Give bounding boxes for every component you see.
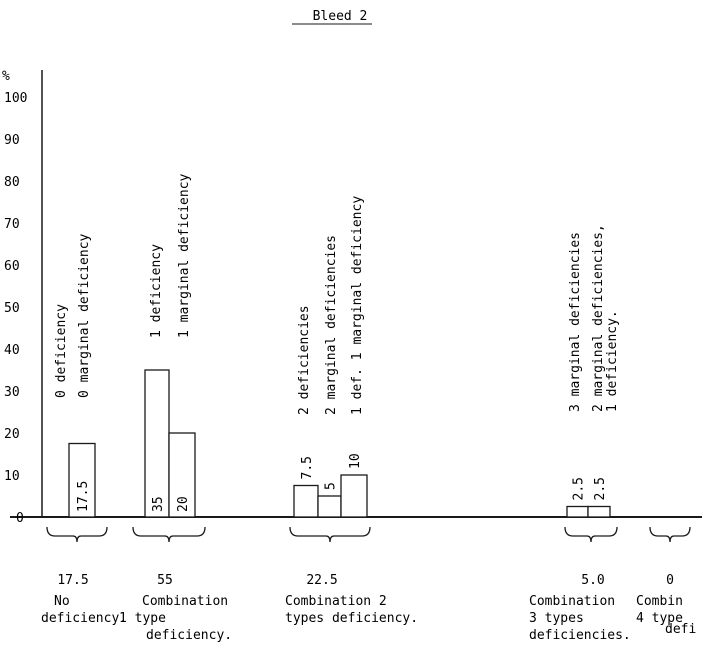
- group-brace: [47, 527, 107, 542]
- group-label-line: deficiencies.: [529, 628, 631, 643]
- group-total: 17.5: [57, 573, 89, 588]
- y-tick-label: 60: [4, 259, 20, 274]
- bar-description: 2 marginal deficiencies: [324, 234, 339, 415]
- group-label-line: 1 type: [119, 611, 166, 626]
- group-brace: [133, 527, 205, 542]
- group-label-line: No: [54, 594, 70, 609]
- y-tick-label: 40: [4, 343, 20, 358]
- group-label-line: deficiency.: [41, 611, 128, 626]
- bar-description: 2 marginal deficiencies,: [591, 224, 606, 412]
- bar-value-label: 10: [348, 453, 363, 469]
- group-label-line: 3 types: [529, 611, 584, 626]
- bar: [588, 507, 610, 518]
- group-label-line: deficiency.: [146, 628, 233, 643]
- bar-description: 1 deficiency: [149, 244, 164, 338]
- chart-title: Bleed 2: [312, 9, 368, 24]
- bar-value-label: 2.5: [571, 477, 587, 501]
- y-tick-label: 80: [4, 175, 20, 190]
- y-tick-label: 30: [4, 385, 20, 400]
- group-braces: [47, 527, 690, 542]
- group-brace: [290, 527, 370, 542]
- y-ticks: [4, 91, 27, 526]
- bars: [69, 370, 610, 517]
- group-total: 0: [666, 573, 674, 588]
- group-label-line: Combin: [636, 594, 683, 609]
- y-tick-label: 10: [4, 469, 20, 484]
- bar-value-label: 17.5: [76, 480, 91, 512]
- bar-value-label: 35: [151, 496, 166, 512]
- group-label-line: 4 type: [636, 611, 683, 626]
- bar-descriptions: [54, 173, 620, 415]
- group-labels: [41, 573, 696, 643]
- group-label-line: Combination 2: [285, 594, 387, 609]
- bar-description: 2 deficiencies: [297, 305, 312, 415]
- y-tick-label: 20: [4, 427, 20, 442]
- bar: [341, 475, 367, 517]
- bar-value-label: 5: [323, 482, 339, 490]
- y-tick-label: 0: [16, 511, 24, 526]
- bar-description: 0 deficiency: [54, 304, 69, 398]
- group-label-line: Combination: [529, 594, 616, 609]
- y-axis-label: %: [2, 69, 10, 84]
- bar-description: 1 deficiency.: [605, 310, 620, 412]
- group-total: 55: [157, 573, 173, 588]
- bar-description: 0 marginal deficiency: [77, 233, 92, 398]
- bar: [145, 370, 169, 517]
- bar: [318, 496, 341, 517]
- bar-value-label: 7.5: [300, 456, 315, 480]
- bar-description: 1 def. 1 marginal deficiency: [350, 195, 365, 415]
- group-brace: [565, 527, 617, 542]
- group-label-line: defi: [665, 622, 697, 637]
- bar-value-label: 20: [176, 496, 191, 512]
- bar-value-label: 2.5: [593, 477, 608, 501]
- group-label-line: types deficiency.: [285, 611, 419, 626]
- group-total: 5.0: [581, 573, 605, 588]
- y-tick-label: 90: [4, 133, 20, 148]
- y-tick-label: 70: [4, 217, 20, 232]
- bar: [567, 507, 588, 518]
- bar-description: 1 marginal deficiency: [177, 173, 192, 338]
- group-brace: [650, 527, 690, 542]
- bar: [294, 486, 318, 518]
- bar-description: 3 marginal deficiencies: [568, 231, 583, 412]
- group-label-line: Combination: [142, 594, 229, 609]
- group-total: 22.5: [306, 573, 338, 588]
- y-tick-label: 50: [4, 301, 20, 316]
- y-tick-label: 100: [4, 91, 28, 106]
